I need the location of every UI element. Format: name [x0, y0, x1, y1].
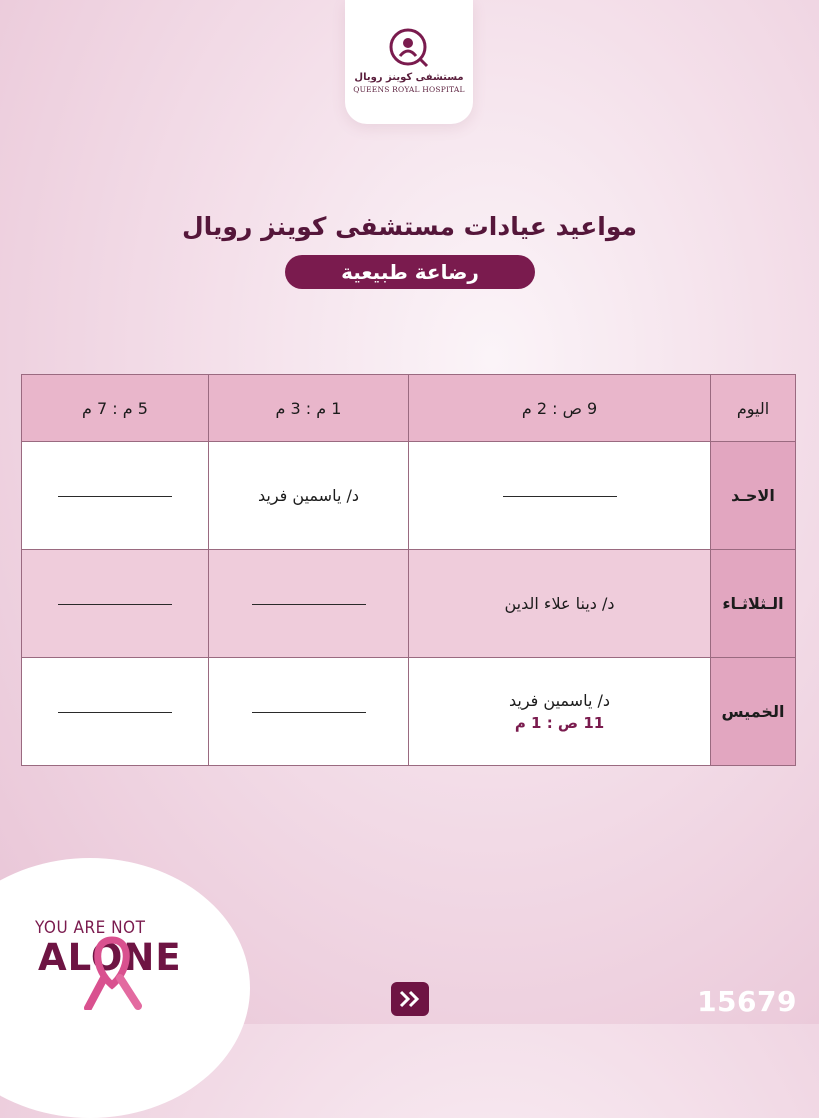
empty-slot-cell — [209, 658, 409, 766]
hotline-number: 15679 — [697, 985, 797, 1018]
pink-ribbon-icon — [82, 930, 142, 1010]
header-slot-3: 5 م : 7 م — [22, 375, 209, 442]
logo-english-name: QUEENS ROYAL HOSPITAL — [353, 85, 465, 94]
day-cell: الاحـد — [711, 442, 796, 550]
empty-slot-cell — [409, 442, 711, 550]
empty-slot-cell — [209, 550, 409, 658]
empty-slot-dash — [503, 496, 617, 497]
doctor-cell: د/ ياسمين فريد — [209, 442, 409, 550]
doctor-cell: د/ دينا علاء الدين — [409, 550, 711, 658]
schedule-table — [21, 374, 796, 766]
hospital-logo-card — [345, 0, 473, 124]
logo-arabic-name: مستشفى كوينز رويال — [354, 72, 464, 83]
empty-slot-dash — [58, 712, 172, 713]
page-title: مواعيد عيادات مستشفى كوينز رويال — [181, 212, 638, 241]
day-cell: الـثلاثـاء — [711, 550, 796, 658]
schedule-header-row — [22, 375, 796, 442]
campaign-line-2: ALONE — [38, 936, 182, 979]
header-day: اليوم — [711, 375, 796, 442]
empty-slot-cell — [22, 658, 209, 766]
day-cell: الخميس — [711, 658, 796, 766]
next-button[interactable] — [391, 982, 429, 1016]
empty-slot-dash — [252, 712, 366, 713]
header-slot-2: 1 م : 3 م — [209, 375, 409, 442]
campaign-line-1: YOU ARE NOT — [35, 918, 146, 938]
special-time-note: 11 ص : 1 م — [514, 714, 605, 732]
double-chevron-right-icon — [398, 989, 422, 1009]
empty-slot-dash — [58, 496, 172, 497]
doctor-cell — [409, 658, 711, 766]
doctor-name: د/ ياسمين فريد — [508, 691, 610, 710]
table-row — [22, 550, 796, 658]
table-row — [22, 442, 796, 550]
empty-slot-dash — [58, 604, 172, 605]
specialty-badge: رضاعة طبيعية — [285, 255, 535, 289]
empty-slot-cell — [22, 550, 209, 658]
empty-slot-dash — [252, 604, 366, 605]
empty-slot-cell — [22, 442, 209, 550]
header-slot-1: 9 ص : 2 م — [409, 375, 711, 442]
mother-baby-logo-icon — [387, 26, 431, 70]
table-row — [22, 658, 796, 766]
